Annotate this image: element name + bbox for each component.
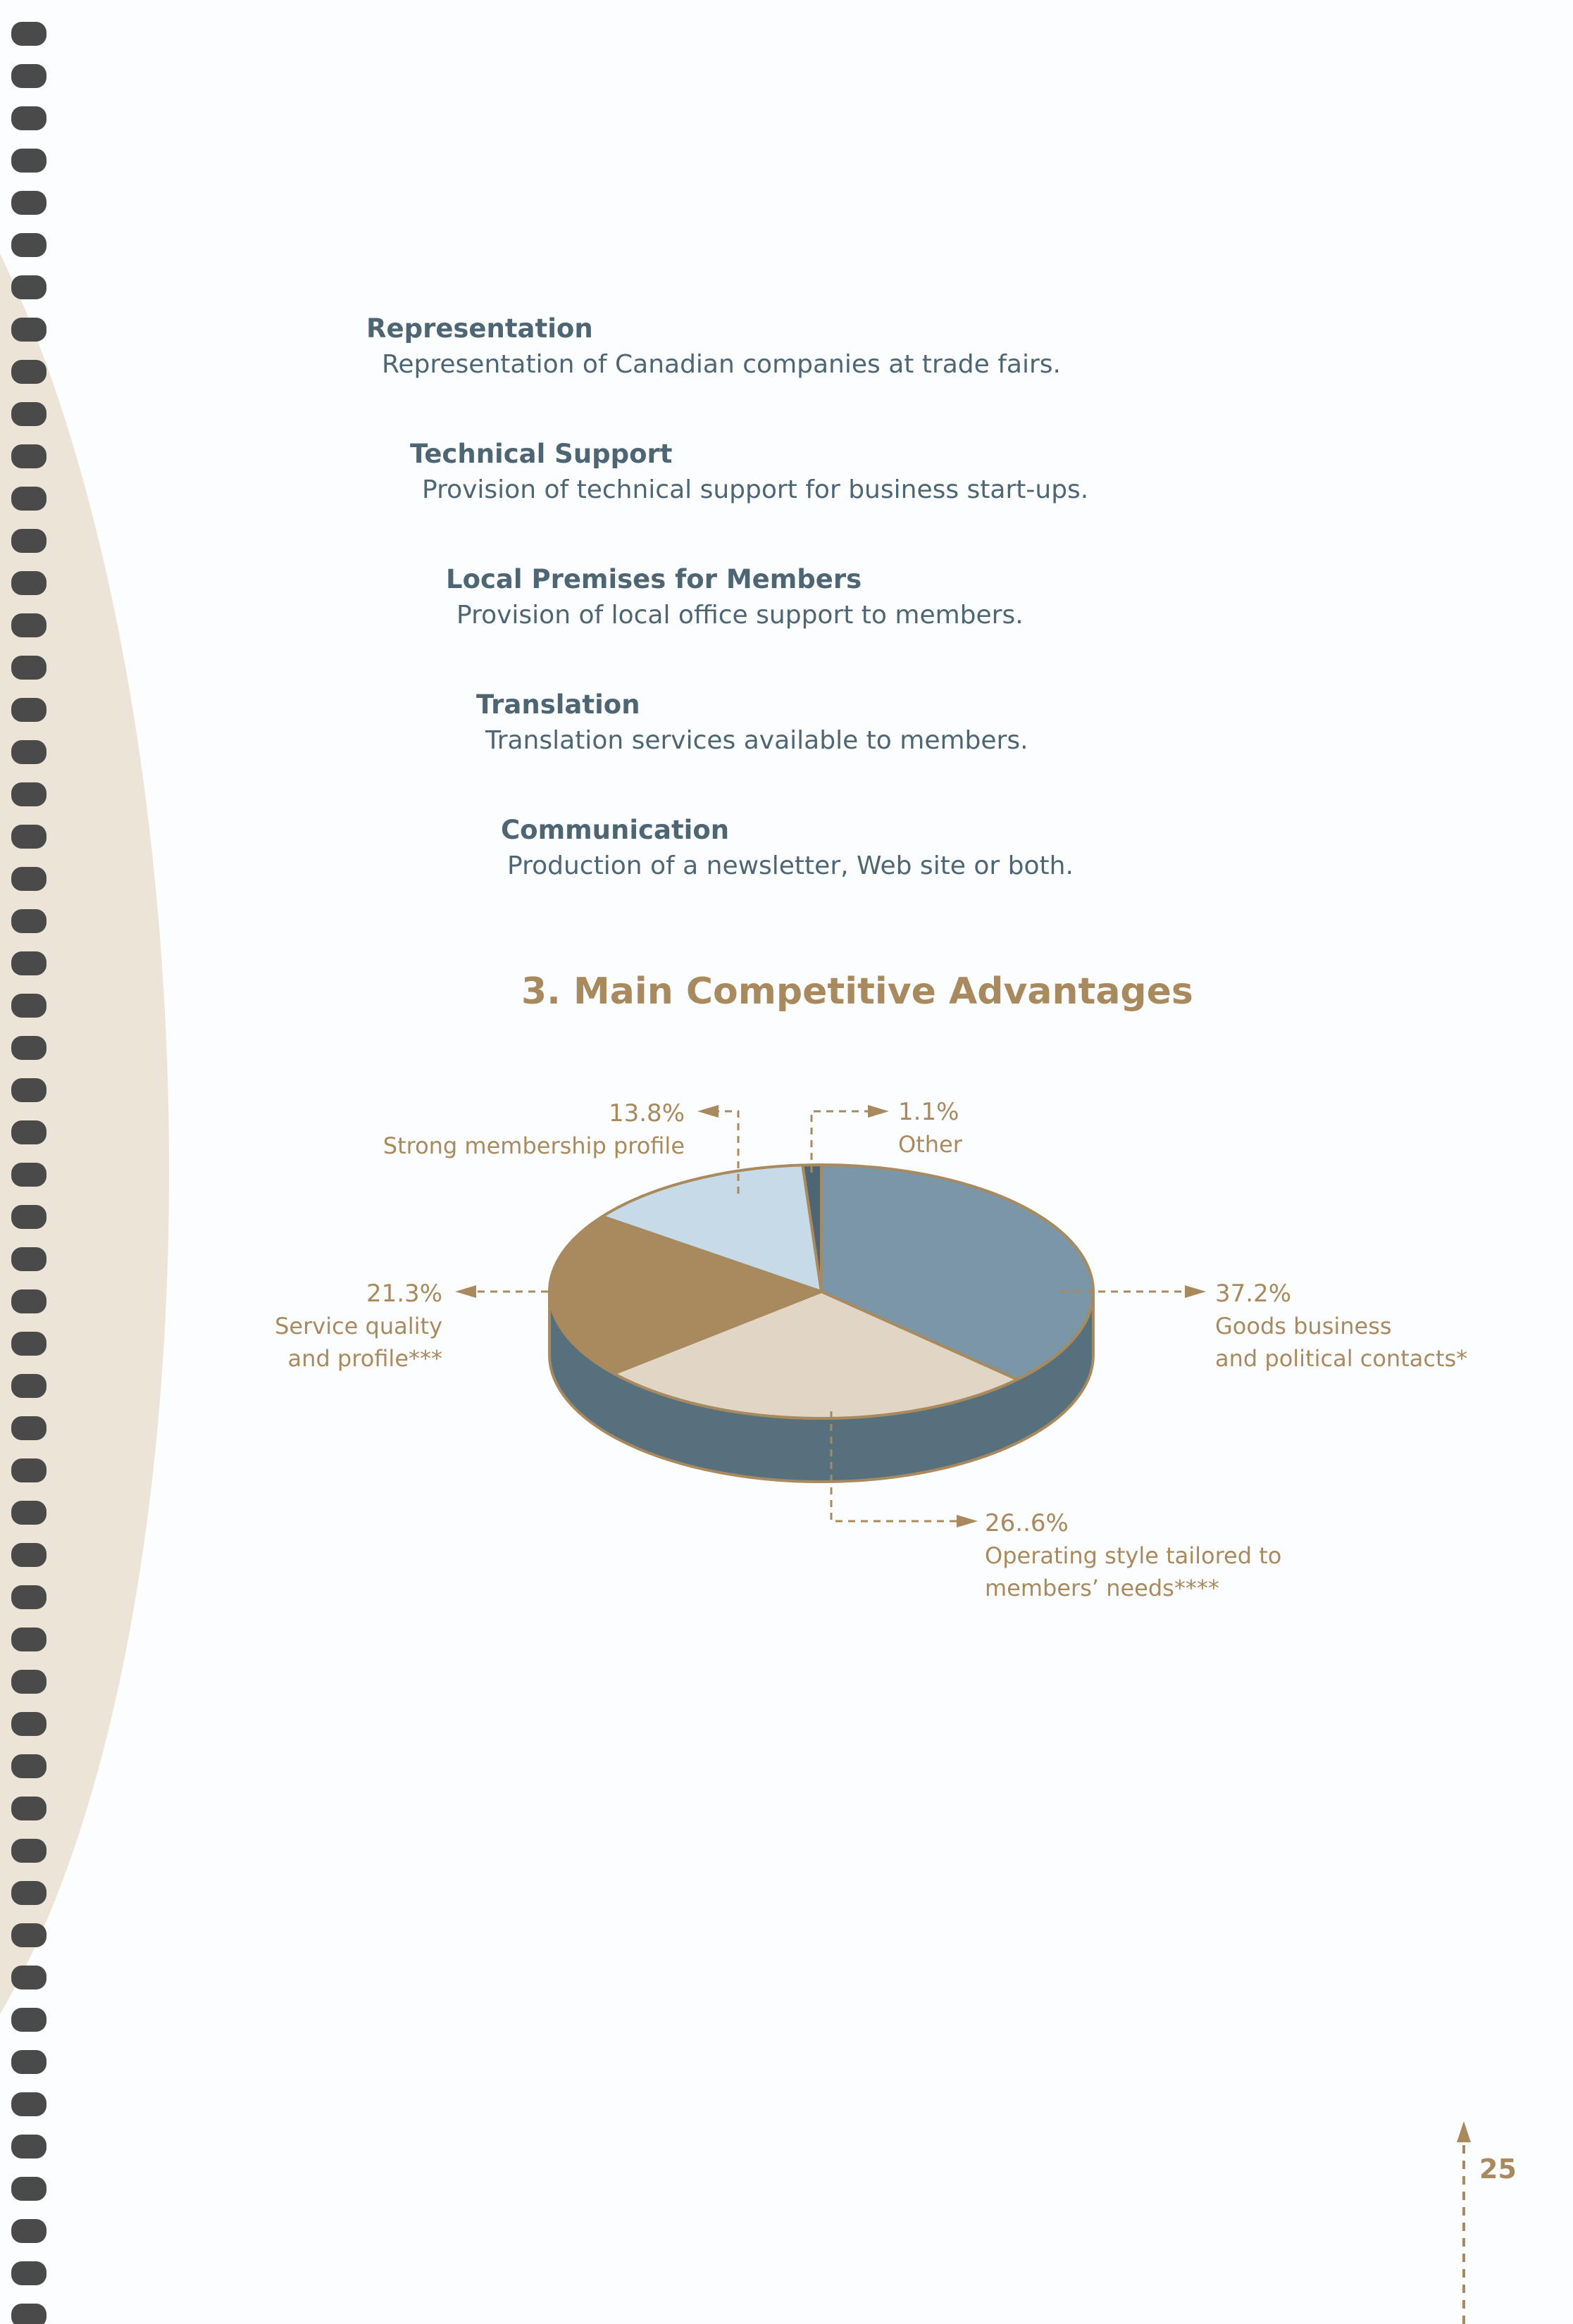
page-number: 25 [1479, 2154, 1517, 2185]
section-heading: Representation [366, 313, 593, 344]
section-heading: Translation [476, 689, 640, 720]
section-text: Translation services available to members. [485, 726, 1028, 755]
slice-category-label: Operating style tailored to [985, 1542, 1282, 1569]
section-title: 3. Main Competitive Advantages [521, 970, 1193, 1013]
section-text: Representation of Canadian companies at trade fairs. [382, 350, 1061, 379]
slice-category-label: Goods business [1215, 1313, 1392, 1339]
section-heading: Communication [501, 815, 730, 845]
section-text: Production of a newsletter, Web site or both. [507, 851, 1074, 880]
section-text: Provision of local office support to members. [456, 601, 1024, 630]
slice-category-label: and profile*** [287, 1345, 442, 1372]
arrow-icon [868, 1105, 889, 1118]
section-heading: Technical Support [410, 439, 673, 469]
slice-category-label: Service quality [275, 1313, 442, 1339]
section-heading: Local Premises for Members [446, 564, 862, 594]
slice-label-group [1060, 1280, 1467, 1372]
slice-category-label: and political contacts* [1215, 1345, 1468, 1372]
slice-value-label: 13.8% [608, 1099, 685, 1127]
slice-label-group [812, 1098, 963, 1173]
slice-value-label: 26..6% [985, 1509, 1069, 1537]
arrow-icon [697, 1105, 719, 1118]
leader-line [812, 1111, 881, 1173]
arrow-icon [957, 1515, 978, 1528]
slice-category-label: Strong membership profile [383, 1132, 685, 1159]
arrow-icon [455, 1285, 476, 1298]
slice-value-label: 37.2% [1215, 1280, 1292, 1308]
slice-value-label: 1.1% [898, 1098, 959, 1126]
slice-value-label: 21.3% [366, 1280, 442, 1308]
section-text: Provision of technical support for business start-ups. [422, 475, 1089, 504]
slice-label-group [383, 1099, 738, 1194]
arrow-icon [1185, 1285, 1206, 1298]
slice-category-label: members’ needs**** [985, 1575, 1219, 1601]
slice-category-label: Other [898, 1131, 962, 1158]
